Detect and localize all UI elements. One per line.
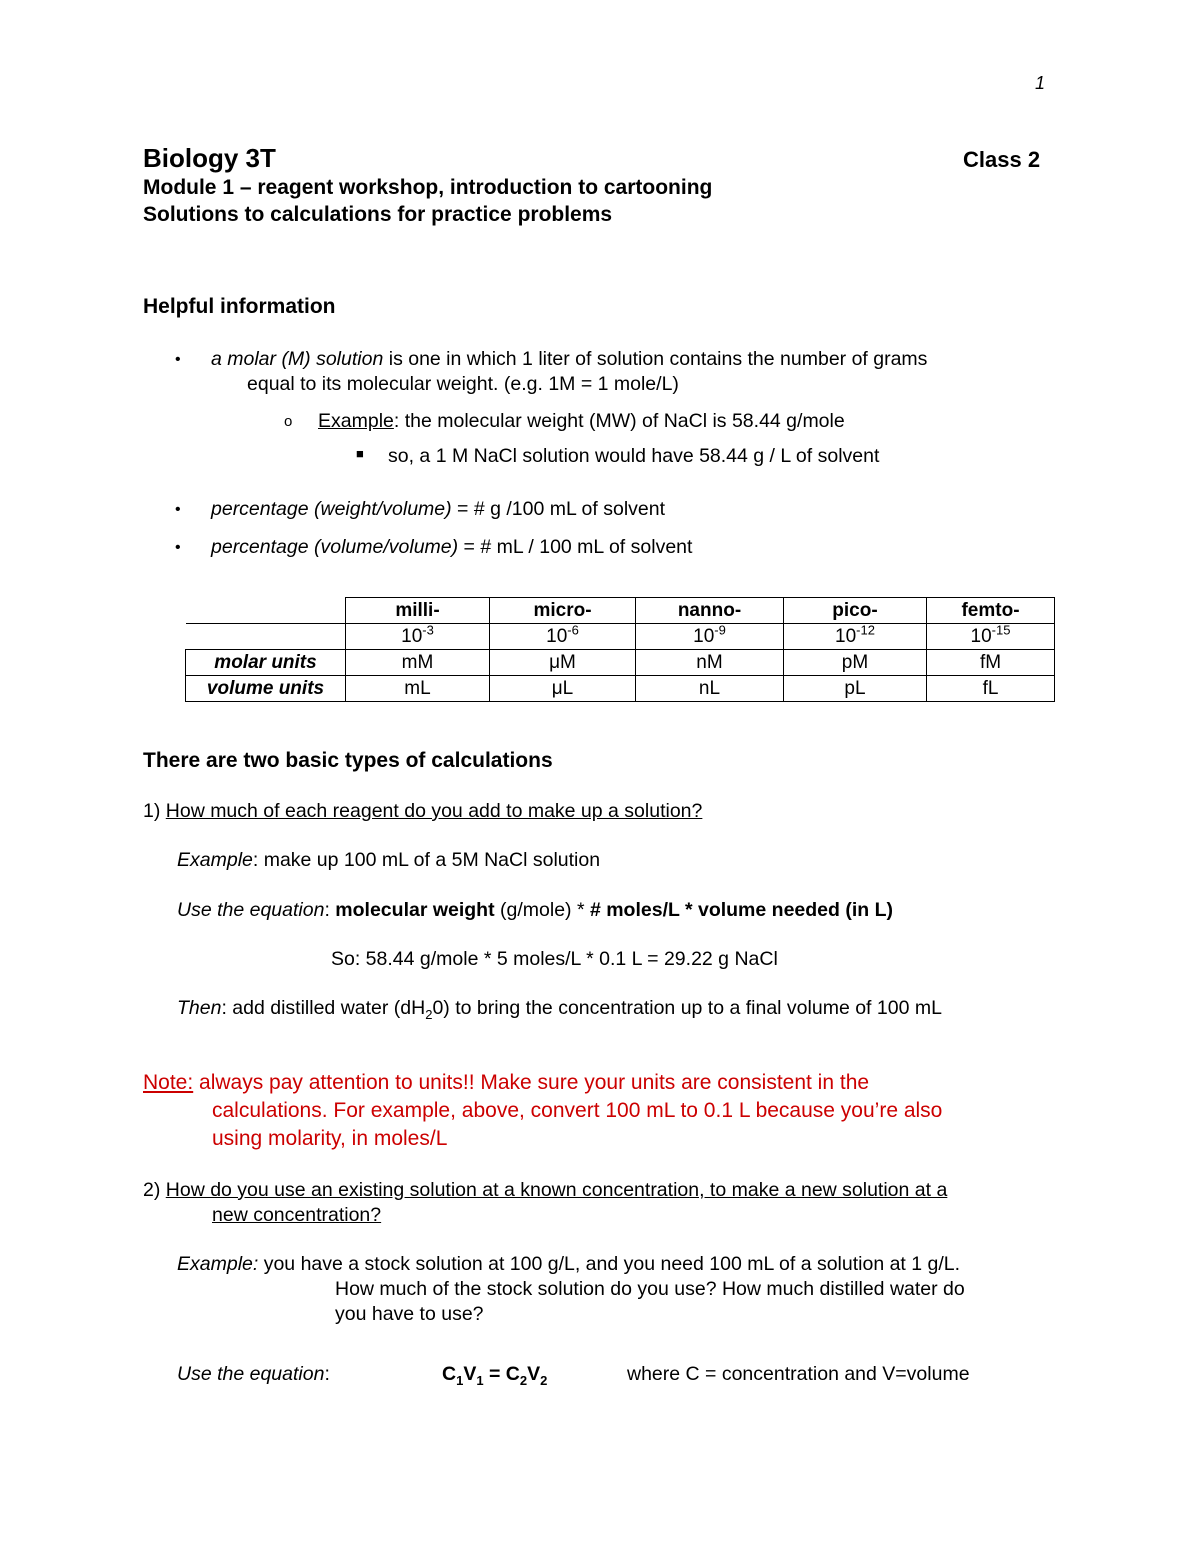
units-table	[185, 597, 1055, 702]
so-calculation: So: 58.44 g/mole * 5 moles/L * 0.1 L = 29.22 g NaCl	[331, 948, 778, 970]
question-2: 2) How do you use an existing solution at a known concentration, to make a new solution at a	[143, 1179, 948, 1201]
exponent-cell: $10^{-9}$	[636, 624, 784, 650]
class-label: Class 2	[963, 147, 1041, 172]
question-2-cont: new concentration?	[212, 1204, 382, 1226]
equation-2-where: where C = concentration and V=volume	[627, 1363, 970, 1385]
table-cell: mM	[346, 650, 490, 676]
example-2-line-2: How much of the stock solution do you use? How much distilled water do	[335, 1278, 965, 1300]
equation-1: Use the equation: molecular weight (g/mole) * # moles/L * volume needed (in L)	[177, 899, 893, 921]
calculations-heading: There are two basic types of calculations	[143, 749, 553, 772]
row-header: molar units	[186, 650, 346, 676]
molar-definition: a molar (M) solution is one in which 1 liter of solution contains the number of grams	[211, 348, 928, 370]
row-header: volume units	[186, 676, 346, 702]
exponent-cell: $10^{-3}$	[346, 624, 490, 650]
subtitle-solutions: Solutions to calculations for practice problems	[143, 203, 613, 226]
example-2-line-3: you have to use?	[335, 1303, 484, 1325]
table-cell: fM	[927, 650, 1055, 676]
subtitle-module: Module 1 – reagent workshop, introduction to cartooning	[143, 176, 713, 199]
equation-2-label: Use the equation:	[177, 1363, 330, 1385]
exponent-cell: $10^{-12}$	[784, 624, 927, 650]
table-cell: mL	[346, 676, 490, 702]
example-1: Example: make up 100 mL of a 5M NaCl solution	[177, 849, 601, 871]
exponent-cell: $10^{-15}$	[927, 624, 1055, 650]
nacl-example-detail: so, a 1 M NaCl solution would have 58.44 g / L of solvent	[388, 445, 880, 467]
bullet-icon: •	[175, 501, 181, 518]
volume-units-row	[186, 676, 1055, 702]
note-line-2: calculations. For example, above, convert 100 mL to 0.1 L because you’re also	[212, 1099, 943, 1122]
prefix-row	[186, 598, 1055, 624]
note-line-1: Note: always pay attention to units!! Make sure your units are consistent in the	[143, 1071, 870, 1094]
table-cell: fL	[927, 676, 1055, 702]
percentage-volume-volume: percentage (volume/volume) = # mL / 100 mL of solvent	[211, 536, 693, 558]
question-1: 1) How much of each reagent do you add to make up a solution?	[143, 800, 703, 822]
prefix-cell: milli-	[346, 598, 490, 624]
note-line-3: using molarity, in moles/L	[212, 1127, 448, 1150]
circle-bullet-icon: o	[284, 413, 293, 430]
molar-definition-cont: equal to its molecular weight. (e.g. 1M = 1 mole/L)	[247, 373, 679, 395]
table-cell: pL	[784, 676, 927, 702]
nacl-example: Example: the molecular weight (MW) of NaCl is 58.44 g/mole	[318, 410, 845, 432]
prefix-cell: nanno-	[636, 598, 784, 624]
helpful-heading: Helpful information	[143, 295, 336, 318]
table-cell: nL	[636, 676, 784, 702]
document-title: Biology 3T	[143, 143, 276, 173]
page-number: 1	[1035, 73, 1046, 93]
bullet-icon: •	[175, 351, 181, 368]
table-cell: pM	[784, 650, 927, 676]
table-cell: μL	[490, 676, 636, 702]
prefix-cell: pico-	[784, 598, 927, 624]
then-step: Then: add distilled water $(dH_20)$ to bring the concentration up to a final volume of 100 mL	[177, 997, 942, 1022]
prefix-cell: micro-	[490, 598, 636, 624]
molar-units-row	[186, 650, 1055, 676]
bullet-icon: •	[175, 539, 181, 556]
exponent-cell: $10^{-6}$	[490, 624, 636, 650]
percentage-weight-volume: percentage (weight/volume) = # g /100 mL of solvent	[211, 498, 666, 520]
prefix-cell: femto-	[927, 598, 1055, 624]
blank-cell	[186, 598, 346, 624]
example-2: Example: you have a stock solution at 100 g/L, and you need 100 mL of a solution at 1 g/L.	[177, 1253, 961, 1275]
table-cell: nM	[636, 650, 784, 676]
exponent-row	[186, 624, 1055, 650]
dilution-equation: $C_1V_1 = C_2V_2$	[442, 1363, 548, 1388]
table-cell: μM	[490, 650, 636, 676]
square-bullet-icon: ■	[356, 446, 364, 461]
blank-cell	[186, 624, 346, 650]
